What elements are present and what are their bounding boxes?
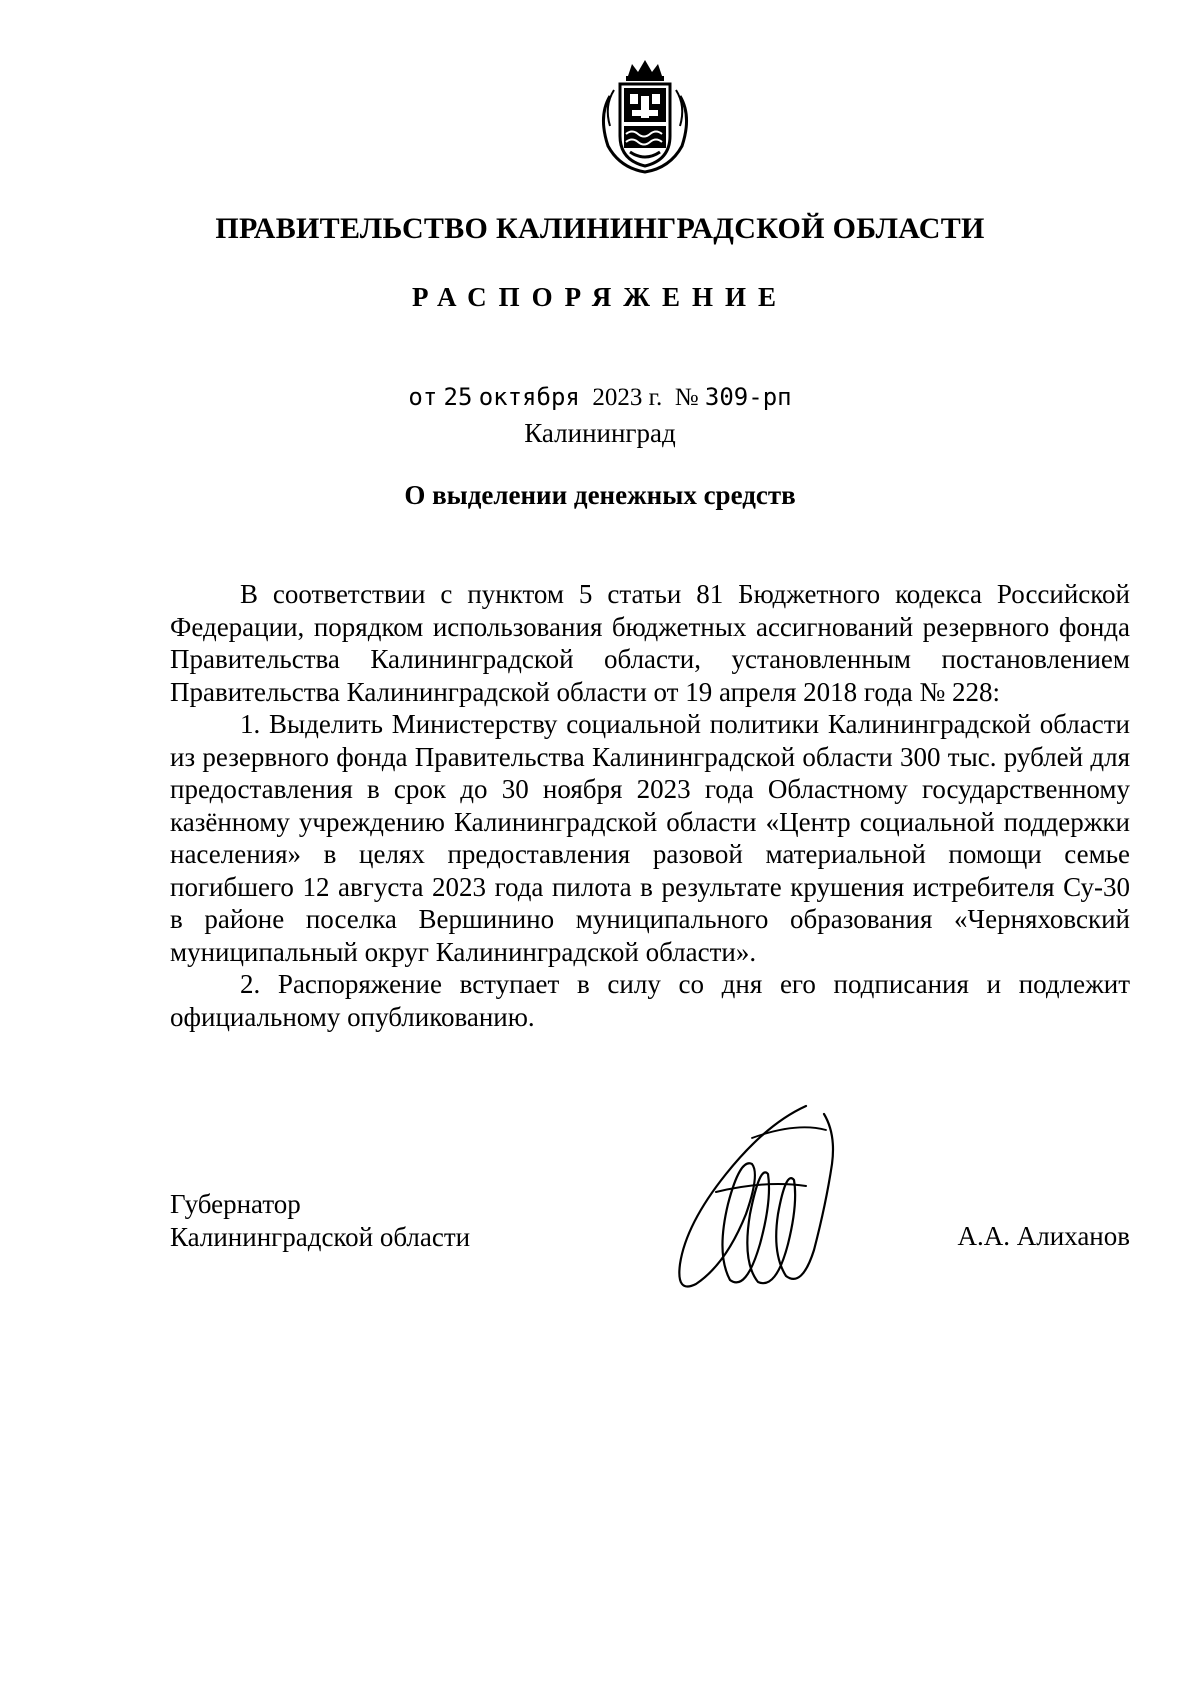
- registration-line: [0, 383, 1200, 412]
- date-day: 25: [443, 383, 473, 411]
- signatory-position-line2: Калининградской области: [170, 1222, 471, 1252]
- document-subject: О выделении денежных средств: [404, 480, 796, 510]
- document-type: РАСПОРЯЖЕНИЕ: [411, 282, 789, 312]
- date-year: 2023: [592, 384, 643, 411]
- signatory-position-line1: Губернатор: [170, 1189, 301, 1219]
- handwritten-signature: [656, 1094, 866, 1304]
- coat-of-arms-emblem: [590, 56, 700, 176]
- item-2-paragraph: 2. Распоряжение вступает в силу со дня его подписания и подлежит официальному опубликованию.: [170, 969, 1130, 1032]
- number-sign: №: [674, 384, 699, 411]
- item-1-paragraph: 1. Выделить Министерству социальной политики Калининградской области из резервного фонда Правительства Калининградской области 300 тыс. рублей для предоставления в срок до 30 ноября 2023 года Областному государственному казённому учреждению Калининградской области «Центр социальной поддержки населения» в целях предоставления разовой материальной помощи семье погибшего 12 августа 2023 года пилота в результате крушения истребителя Су-30 в районе поселка Вершинино муниципального образования «Черняховский муниципальный округ Калининградской области».: [170, 709, 1130, 967]
- date-month: октября: [478, 383, 580, 411]
- document-body: [170, 578, 1130, 1033]
- organization-title: ПРАВИТЕЛЬСТВО КАЛИНИНГРАДСКОЙ ОБЛАСТИ: [215, 212, 985, 245]
- document-number: 309-рп: [704, 383, 792, 411]
- date-year-suffix: г.: [648, 384, 663, 411]
- city: Калининград: [524, 418, 676, 448]
- preamble-paragraph: В соответствии с пунктом 5 статьи 81 Бюджетного кодекса Российской Федерации, порядком использования бюджетных ассигнований резервного фонда Правительства Калининградской области, установленным постановлением Правительства Калининградской области от 19 апреля 2018 года № 228:: [170, 579, 1130, 707]
- date-prefix: от: [408, 383, 438, 411]
- signatory-name: А.А. Алиханов: [957, 1221, 1130, 1251]
